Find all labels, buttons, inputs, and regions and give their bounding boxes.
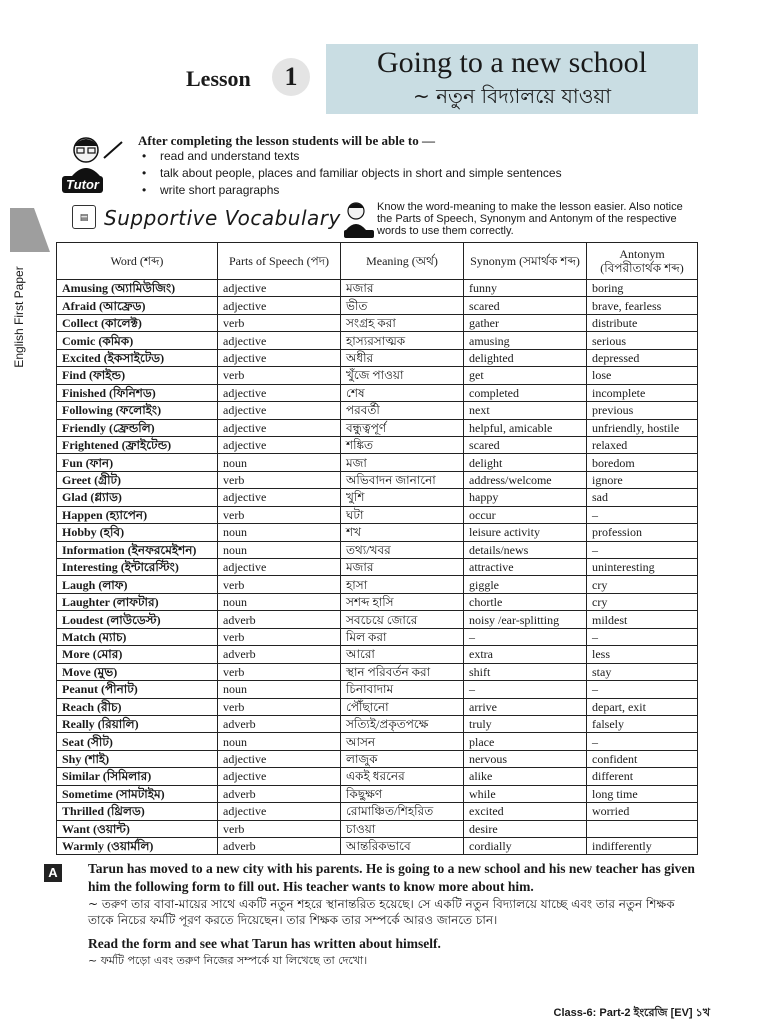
cell-meaning: সংগ্রহ করা (341, 314, 464, 331)
cell-parts-of-speech: adjective (218, 489, 341, 506)
cell-parts-of-speech: verb (218, 628, 341, 645)
cell-word: Laugh (লাফ) (57, 576, 218, 593)
tutor-icon-small (342, 200, 376, 243)
cell-word: Greet (গ্রীট) (57, 471, 218, 488)
cell-parts-of-speech: verb (218, 698, 341, 715)
cell-antonym: – (587, 506, 698, 523)
cell-synonym: – (464, 681, 587, 698)
table-row (57, 489, 698, 506)
cell-antonym: depressed (587, 349, 698, 366)
cell-word: Move (মুভ) (57, 663, 218, 680)
cell-antonym: indifferently (587, 838, 698, 855)
cell-meaning: অভিবাদন জানানো (341, 471, 464, 488)
cell-antonym: worried (587, 803, 698, 820)
section-a-instruction-bn: ~ ফর্মটি পড়ো এবং তরুণ নিজের সম্পর্কে যা লিখেছে তা দেখো। (88, 954, 368, 967)
table-row (57, 838, 698, 855)
cell-synonym: alike (464, 768, 587, 785)
cell-parts-of-speech: noun (218, 733, 341, 750)
cell-synonym: extra (464, 646, 587, 663)
cell-word: Friendly (ফ্রেন্ডলি) (57, 419, 218, 436)
cell-antonym: incomplete (587, 384, 698, 401)
section-a-paragraph-bn: ~ তরুণ তার বাবা-মায়ের সাথে একটি নতুন শহরে স্থানান্তরিত হয়েছে। সে একটি নতুন বিদ্যালয়ে যাচ্ছে এবং তার নতুন শিক্ষক তাকে নিচের ফর্মটি পূরণ করতে দিয়েছেন। তার শিক্ষক তার সম্পর্কে আরও জানতে চান। (88, 897, 675, 927)
table-row (57, 436, 698, 453)
cell-meaning: লাজুক (341, 750, 464, 767)
cell-synonym: place (464, 733, 587, 750)
cell-meaning: অধীর (341, 349, 464, 366)
cell-meaning: রোমাঞ্চিত/শিহরিত (341, 803, 464, 820)
cell-synonym: attractive (464, 559, 587, 576)
tutor-badge: Tutor (62, 176, 103, 193)
section-a-instruction-en: Read the form and see what Tarun has written about himself. (88, 936, 441, 951)
table-row (57, 646, 698, 663)
table-row (57, 402, 698, 419)
table-row (57, 715, 698, 732)
cell-synonym: occur (464, 506, 587, 523)
cell-antonym: distribute (587, 314, 698, 331)
cell-parts-of-speech: adverb (218, 785, 341, 802)
cell-word: Peanut (পীনাট) (57, 681, 218, 698)
cell-antonym: serious (587, 332, 698, 349)
cell-synonym: address/welcome (464, 471, 587, 488)
cell-synonym: next (464, 402, 587, 419)
cell-synonym: desire (464, 820, 587, 837)
lesson-title-box (326, 44, 698, 114)
cell-word: Amusing (অ্যামিউজিং) (57, 280, 218, 297)
section-a-paragraph-en: Tarun has moved to a new city with his parents. He is going to a new school and his new teacher has given him the following form to fill out. His teacher wants to know more about him. (88, 861, 695, 894)
lesson-number: 1 (272, 58, 310, 96)
cell-word: More (মোর) (57, 646, 218, 663)
cell-meaning: আসন (341, 733, 464, 750)
table-row (57, 576, 698, 593)
cell-parts-of-speech: adjective (218, 803, 341, 820)
cell-synonym: funny (464, 280, 587, 297)
vocabulary-table (56, 242, 698, 855)
cell-parts-of-speech: verb (218, 471, 341, 488)
table-row (57, 785, 698, 802)
cell-parts-of-speech: verb (218, 663, 341, 680)
section-a-badge: A (44, 864, 62, 882)
cell-parts-of-speech: verb (218, 314, 341, 331)
cell-word: Excited (ইকসাইটেড) (57, 349, 218, 366)
cell-synonym: truly (464, 715, 587, 732)
cell-meaning: মজার (341, 280, 464, 297)
cell-antonym: depart, exit (587, 698, 698, 715)
table-row (57, 541, 698, 558)
cell-parts-of-speech: adjective (218, 750, 341, 767)
cell-antonym: boring (587, 280, 698, 297)
cell-antonym: uninteresting (587, 559, 698, 576)
cell-synonym: giggle (464, 576, 587, 593)
cell-parts-of-speech: noun (218, 454, 341, 471)
cell-synonym: while (464, 785, 587, 802)
table-row (57, 384, 698, 401)
cell-parts-of-speech: adverb (218, 646, 341, 663)
cell-word: Match (ম্যাচ) (57, 628, 218, 645)
cell-word: Interesting (ইন্টারেস্টিং) (57, 559, 218, 576)
cell-meaning: সবচেয়ে জোরে (341, 611, 464, 628)
cell-antonym: lose (587, 367, 698, 384)
cell-parts-of-speech: adjective (218, 436, 341, 453)
table-row (57, 367, 698, 384)
table-row (57, 332, 698, 349)
cell-meaning: হাস্যরসাত্মক (341, 332, 464, 349)
cell-word: Information (ইনফরমেইশন) (57, 541, 218, 558)
cell-meaning: মজা (341, 454, 464, 471)
cell-antonym: – (587, 541, 698, 558)
cell-parts-of-speech: adverb (218, 611, 341, 628)
cell-word: Finished (ফিনিশড) (57, 384, 218, 401)
cell-word: Want (ওয়ান্ট) (57, 820, 218, 837)
objective-item: • talk about people, places and familiar objects in short and simple sentences (142, 165, 562, 182)
cell-parts-of-speech: noun (218, 681, 341, 698)
table-row (57, 524, 698, 541)
cell-antonym (587, 820, 698, 837)
cell-synonym: nervous (464, 750, 587, 767)
cell-antonym: profession (587, 524, 698, 541)
objectives-intro: After completing the lesson students will be able to — (138, 133, 435, 148)
cell-synonym: excited (464, 803, 587, 820)
cell-antonym: long time (587, 785, 698, 802)
cell-antonym: – (587, 733, 698, 750)
table-row (57, 280, 698, 297)
table-row (57, 733, 698, 750)
cell-word: Happen (হ্যাপেন) (57, 506, 218, 523)
header-meaning: Meaning (অর্থ) (341, 243, 464, 280)
cell-word: Reach (রীচ) (57, 698, 218, 715)
cell-synonym: scared (464, 436, 587, 453)
header-word: Word (শব্দ) (57, 243, 218, 280)
cell-parts-of-speech: adjective (218, 402, 341, 419)
cell-meaning: পৌঁছানো (341, 698, 464, 715)
cell-meaning: শেষ (341, 384, 464, 401)
table-row (57, 297, 698, 314)
cell-word: Loudest (লাউডেস্ট) (57, 611, 218, 628)
cell-parts-of-speech: adjective (218, 384, 341, 401)
lesson-subtitle: ~ নতুন বিদ্যালয়ে যাওয়া (412, 84, 611, 108)
cell-synonym: shift (464, 663, 587, 680)
table-row (57, 698, 698, 715)
table-row (57, 419, 698, 436)
cell-synonym: amusing (464, 332, 587, 349)
cell-antonym: relaxed (587, 436, 698, 453)
table-header-row (57, 243, 698, 280)
cell-parts-of-speech: noun (218, 524, 341, 541)
table-row (57, 593, 698, 610)
cell-meaning: হাসা (341, 576, 464, 593)
cell-word: Laughter (লাফটার) (57, 593, 218, 610)
cell-meaning: শঙ্কিত (341, 436, 464, 453)
cell-antonym: – (587, 681, 698, 698)
cell-synonym: helpful, amicable (464, 419, 587, 436)
cell-meaning: কিছুক্ষণ (341, 785, 464, 802)
cell-meaning: আরো (341, 646, 464, 663)
cell-synonym: leisure activity (464, 524, 587, 541)
cell-antonym: ignore (587, 471, 698, 488)
cell-synonym: cordially (464, 838, 587, 855)
page-footer: Class-6: Part-2 ইংরেজি [EV] ১খ (553, 1007, 710, 1019)
table-row (57, 663, 698, 680)
cell-meaning: তথ্য/খবর (341, 541, 464, 558)
table-row (57, 454, 698, 471)
table-row (57, 628, 698, 645)
cell-word: Frightened (ফ্রাইটেন্ড) (57, 436, 218, 453)
header-antonym: Antonym (বিপরীতার্থক শব্দ) (587, 243, 698, 280)
objective-item: • write short paragraphs (142, 182, 562, 199)
table-row (57, 611, 698, 628)
header-parts-of-speech: Parts of Speech (পদ) (218, 243, 341, 280)
book-icon: ▤ (72, 205, 96, 229)
cell-parts-of-speech: verb (218, 367, 341, 384)
cell-meaning: সত্যিই/প্রকৃতপক্ষে (341, 715, 464, 732)
cell-meaning: চাওয়া (341, 820, 464, 837)
cell-parts-of-speech: adjective (218, 349, 341, 366)
objectives-list (142, 148, 562, 199)
cell-antonym: cry (587, 576, 698, 593)
cell-meaning: স্থান পরিবর্তন করা (341, 663, 464, 680)
cell-word: Fun (ফান) (57, 454, 218, 471)
cell-antonym: stay (587, 663, 698, 680)
cell-parts-of-speech: verb (218, 576, 341, 593)
lesson-title: Going to a new school (377, 46, 647, 79)
cell-meaning: ভীত (341, 297, 464, 314)
lesson-label: Lesson (186, 66, 251, 91)
cell-word: Following (ফলোইং) (57, 402, 218, 419)
cell-parts-of-speech: adverb (218, 715, 341, 732)
cell-antonym: different (587, 768, 698, 785)
cell-parts-of-speech: noun (218, 541, 341, 558)
cell-synonym: gather (464, 314, 587, 331)
cell-word: Shy (শাই) (57, 750, 218, 767)
cell-word: Sometime (সামটাইম) (57, 785, 218, 802)
side-label: English First Paper (12, 266, 26, 368)
cell-antonym: boredom (587, 454, 698, 471)
table-row (57, 559, 698, 576)
objective-item: • read and understand texts (142, 148, 562, 165)
cell-parts-of-speech: verb (218, 506, 341, 523)
cell-word: Thrilled (থ্রিলড) (57, 803, 218, 820)
cell-meaning: খুঁজে পাওয়া (341, 367, 464, 384)
cell-meaning: পরবর্তী (341, 402, 464, 419)
cell-word: Glad (গ্ল্যাড) (57, 489, 218, 506)
table-row (57, 820, 698, 837)
cell-word: Really (রিয়ালি) (57, 715, 218, 732)
cell-antonym: brave, fearless (587, 297, 698, 314)
cell-word: Collect (কালেক্ট) (57, 314, 218, 331)
cell-synonym: chortle (464, 593, 587, 610)
cell-meaning: মজার (341, 559, 464, 576)
cell-antonym: falsely (587, 715, 698, 732)
table-row (57, 314, 698, 331)
cell-meaning: একই ধরনের (341, 768, 464, 785)
cell-parts-of-speech: adverb (218, 838, 341, 855)
cell-parts-of-speech: adjective (218, 419, 341, 436)
cell-word: Warmly (ওয়ার্মলি) (57, 838, 218, 855)
cell-word: Seat (সীট) (57, 733, 218, 750)
cell-synonym: details/news (464, 541, 587, 558)
cell-synonym: delighted (464, 349, 587, 366)
cell-synonym: – (464, 628, 587, 645)
cell-meaning: মিল করা (341, 628, 464, 645)
cell-antonym: previous (587, 402, 698, 419)
cell-parts-of-speech: adjective (218, 280, 341, 297)
cell-antonym: unfriendly, hostile (587, 419, 698, 436)
table-row (57, 750, 698, 767)
vocabulary-note: Know the word-meaning to make the lesson easier. Also notice the Parts of Speech, Synonym and Antonym of the respective words to use them correctly. (377, 201, 683, 237)
cell-parts-of-speech: verb (218, 820, 341, 837)
cell-synonym: get (464, 367, 587, 384)
cell-word: Find (ফাইন্ড) (57, 367, 218, 384)
table-row (57, 349, 698, 366)
cell-word: Comic (কমিক) (57, 332, 218, 349)
cell-meaning: বন্ধুত্বপূর্ণ (341, 419, 464, 436)
cell-meaning: খুশি (341, 489, 464, 506)
cell-meaning: শখ (341, 524, 464, 541)
cell-antonym: sad (587, 489, 698, 506)
cell-meaning: চিনাবাদাম (341, 681, 464, 698)
cell-parts-of-speech: adjective (218, 559, 341, 576)
cell-word: Afraid (আফ্রেড) (57, 297, 218, 314)
header-synonym: Synonym (সমার্থক শব্দ) (464, 243, 587, 280)
cell-synonym: scared (464, 297, 587, 314)
table-row (57, 803, 698, 820)
cell-synonym: arrive (464, 698, 587, 715)
cell-meaning: সশব্দ হাসি (341, 593, 464, 610)
cell-parts-of-speech: adjective (218, 332, 341, 349)
vocabulary-title: Supportive Vocabulary (104, 206, 341, 230)
cell-antonym: confident (587, 750, 698, 767)
cell-synonym: delight (464, 454, 587, 471)
cell-antonym: – (587, 628, 698, 645)
table-row (57, 768, 698, 785)
cell-word: Similar (সিমিলার) (57, 768, 218, 785)
cell-word: Hobby (হবি) (57, 524, 218, 541)
cell-parts-of-speech: adjective (218, 768, 341, 785)
cell-meaning: ঘটা (341, 506, 464, 523)
cell-antonym: cry (587, 593, 698, 610)
cell-synonym: noisy /ear-splitting (464, 611, 587, 628)
cell-parts-of-speech: noun (218, 593, 341, 610)
cell-antonym: mildest (587, 611, 698, 628)
vocabulary-table-body (57, 280, 698, 855)
table-row (57, 506, 698, 523)
table-row (57, 681, 698, 698)
cell-parts-of-speech: adjective (218, 297, 341, 314)
table-row (57, 471, 698, 488)
cell-antonym: less (587, 646, 698, 663)
cell-synonym: happy (464, 489, 587, 506)
cell-meaning: আন্তরিকভাবে (341, 838, 464, 855)
cell-synonym: completed (464, 384, 587, 401)
